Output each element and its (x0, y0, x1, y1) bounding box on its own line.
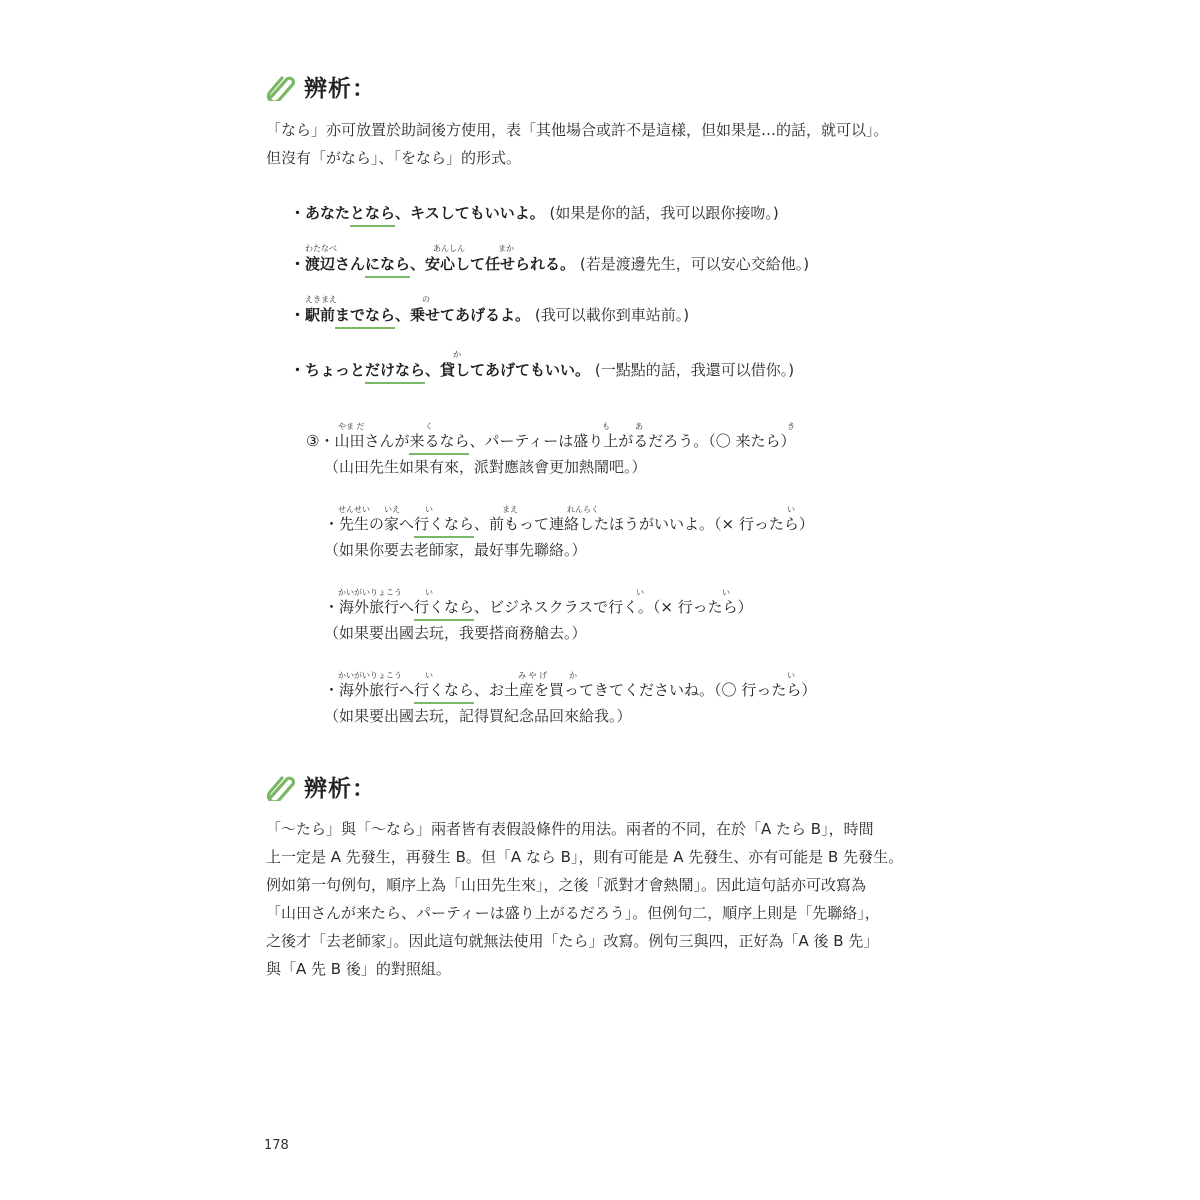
example-translation: （山田先生如果有來，派對應該會更加熱鬧吧。） (324, 458, 647, 476)
example-jp: 、パーティーは盛り上がるだろう。（〇 来たら） (469, 432, 796, 450)
example-jp: 、キスしてもいいよ。 (395, 204, 545, 222)
furigana: あ (635, 422, 643, 431)
intro-line: 但沒有「がなら」、「をなら」的形式。 (266, 149, 522, 167)
furigana: わたなべ (305, 244, 337, 253)
highlighted-grammar: 行くなら (414, 598, 474, 621)
example-jp: 、前もって連絡したほうがいいよ。（× 行ったら） (474, 515, 814, 533)
example-jp: 先生の家へ (339, 515, 415, 533)
example-lead: ・ (324, 598, 340, 616)
example-sentence (290, 359, 794, 380)
furigana: の (422, 295, 430, 304)
example-jp: 海外旅行へ (339, 681, 415, 699)
furigana: かいがいりょこう (338, 671, 402, 680)
example-jp: あなた (305, 204, 351, 222)
furigana: れんらく (567, 505, 599, 514)
intro-paragraph (266, 116, 889, 172)
highlighted-grammar: 行くなら (414, 681, 474, 704)
example-lead: ・ (324, 681, 340, 699)
analysis-line: 之後才「去老師家」。因此這句就無法使用「たら」改寫。例句三與四，正好為「A 後 B 先」 (266, 932, 879, 950)
furigana: あんしん (433, 244, 465, 253)
furigana: まえ (502, 505, 518, 514)
example-translation: (我可以載你到車站前。) (534, 306, 690, 324)
example-lead: ③・ (306, 432, 335, 450)
example-translation: （如果你要去老師家，最好事先聯絡。） (324, 541, 587, 559)
example-jp: ちょっと (305, 361, 366, 379)
example-jp-line (306, 594, 753, 620)
example-jp: 渡辺さん (305, 255, 366, 273)
example-jp-line (306, 511, 814, 537)
bullet: ・ (290, 204, 306, 222)
furigana: み や げ (518, 671, 548, 680)
analysis-paragraph (266, 815, 903, 983)
furigana: い (425, 671, 433, 680)
example-translation: （如果要出國去玩，我要搭商務艙去。） (324, 624, 587, 642)
highlighted-grammar: になら (365, 255, 410, 278)
paperclip-icon (262, 73, 296, 101)
example-jp-line (306, 428, 796, 454)
example-jp: 、ビジネスクラスで行く。（× 行ったら） (474, 598, 753, 616)
furigana: い (722, 588, 730, 597)
highlighted-grammar: 行くなら (414, 515, 474, 538)
example-translation: (一點點的話，我還可以借你。) (594, 361, 795, 379)
example-sentence (290, 304, 689, 325)
example-jp: 駅前 (305, 306, 336, 324)
example-jp: 、安心して任せられる。 (410, 255, 576, 273)
example-translation: （如果要出國去玩，記得買紀念品回來給我。） (324, 707, 632, 725)
highlighted-grammar: となら (350, 204, 395, 227)
bullet: ・ (290, 306, 306, 324)
example-group-item (306, 594, 753, 646)
example-jp: 海外旅行へ (339, 598, 415, 616)
example-translation: (若是渡邊先生，可以安心交給他。) (579, 255, 810, 273)
analysis-line: 與「A 先 B 後」的對照組。 (266, 960, 451, 978)
bullet: ・ (290, 361, 306, 379)
furigana: か (569, 671, 577, 680)
furigana: い (425, 505, 433, 514)
example-group-item (306, 511, 814, 563)
highlighted-grammar: 来るなら (409, 432, 469, 455)
furigana: いえ (384, 505, 400, 514)
furigana: い (787, 671, 795, 680)
furigana: せんせい (338, 505, 370, 514)
furigana: か (453, 350, 461, 359)
example-jp: 、お土産を買ってきてくださいね。（〇 行ったら） (474, 681, 817, 699)
example-jp: 、貸してあげてもいい。 (425, 361, 591, 379)
heading-title: 辨析： (304, 776, 376, 802)
furigana: かいがいりょこう (338, 588, 402, 597)
section-heading-1 (262, 70, 376, 103)
analysis-line: 上一定是 A 先發生，再發生 B。但「A なら B」，則有可能是 A 先發生、亦有可能是 B 先發生。 (266, 848, 904, 866)
bullet: ・ (290, 255, 306, 273)
furigana: く (425, 422, 433, 431)
analysis-line: 「～たら」與「～なら」兩者皆有表假設條件的用法。兩者的不同，在於「A たら B」，時間 (266, 820, 874, 838)
highlighted-grammar: までなら (335, 306, 395, 329)
paperclip-icon (262, 773, 296, 801)
furigana: き (787, 422, 795, 431)
section-heading-2 (262, 770, 376, 803)
example-group-item (306, 677, 816, 729)
example-jp-line (306, 677, 816, 703)
analysis-line: 例如第一句例句，順序上為「山田先生來」，之後「派對才會熱鬧」。因此這句話亦可改寫為 (266, 876, 867, 894)
furigana: い (425, 588, 433, 597)
page-number: 178 (264, 1138, 289, 1153)
example-group-item (306, 428, 796, 480)
furigana: も (602, 422, 610, 431)
furigana: えきまえ (305, 295, 337, 304)
intro-line: 「なら」亦可放置於助詞後方使用，表「其他場合或許不是這樣，但如果是…的話，就可以」。 (266, 121, 889, 139)
example-translation: (如果是你的話，我可以跟你接吻。) (549, 204, 779, 222)
example-jp: 山田さんが (334, 432, 410, 450)
example-sentence (290, 253, 809, 274)
analysis-line: 「山田さんが来たら、パーティーは盛り上がるだろう」。但例句二，順序上則是「先聯絡」， (266, 904, 880, 922)
heading-title: 辨析： (304, 76, 376, 102)
furigana: まか (498, 244, 514, 253)
example-jp: 、乗せてあげるよ。 (395, 306, 531, 324)
example-lead: ・ (324, 515, 340, 533)
furigana: やま だ (338, 422, 365, 431)
example-sentence (290, 202, 779, 223)
furigana: い (787, 505, 795, 514)
furigana: い (636, 588, 644, 597)
highlighted-grammar: だけなら (365, 361, 425, 384)
